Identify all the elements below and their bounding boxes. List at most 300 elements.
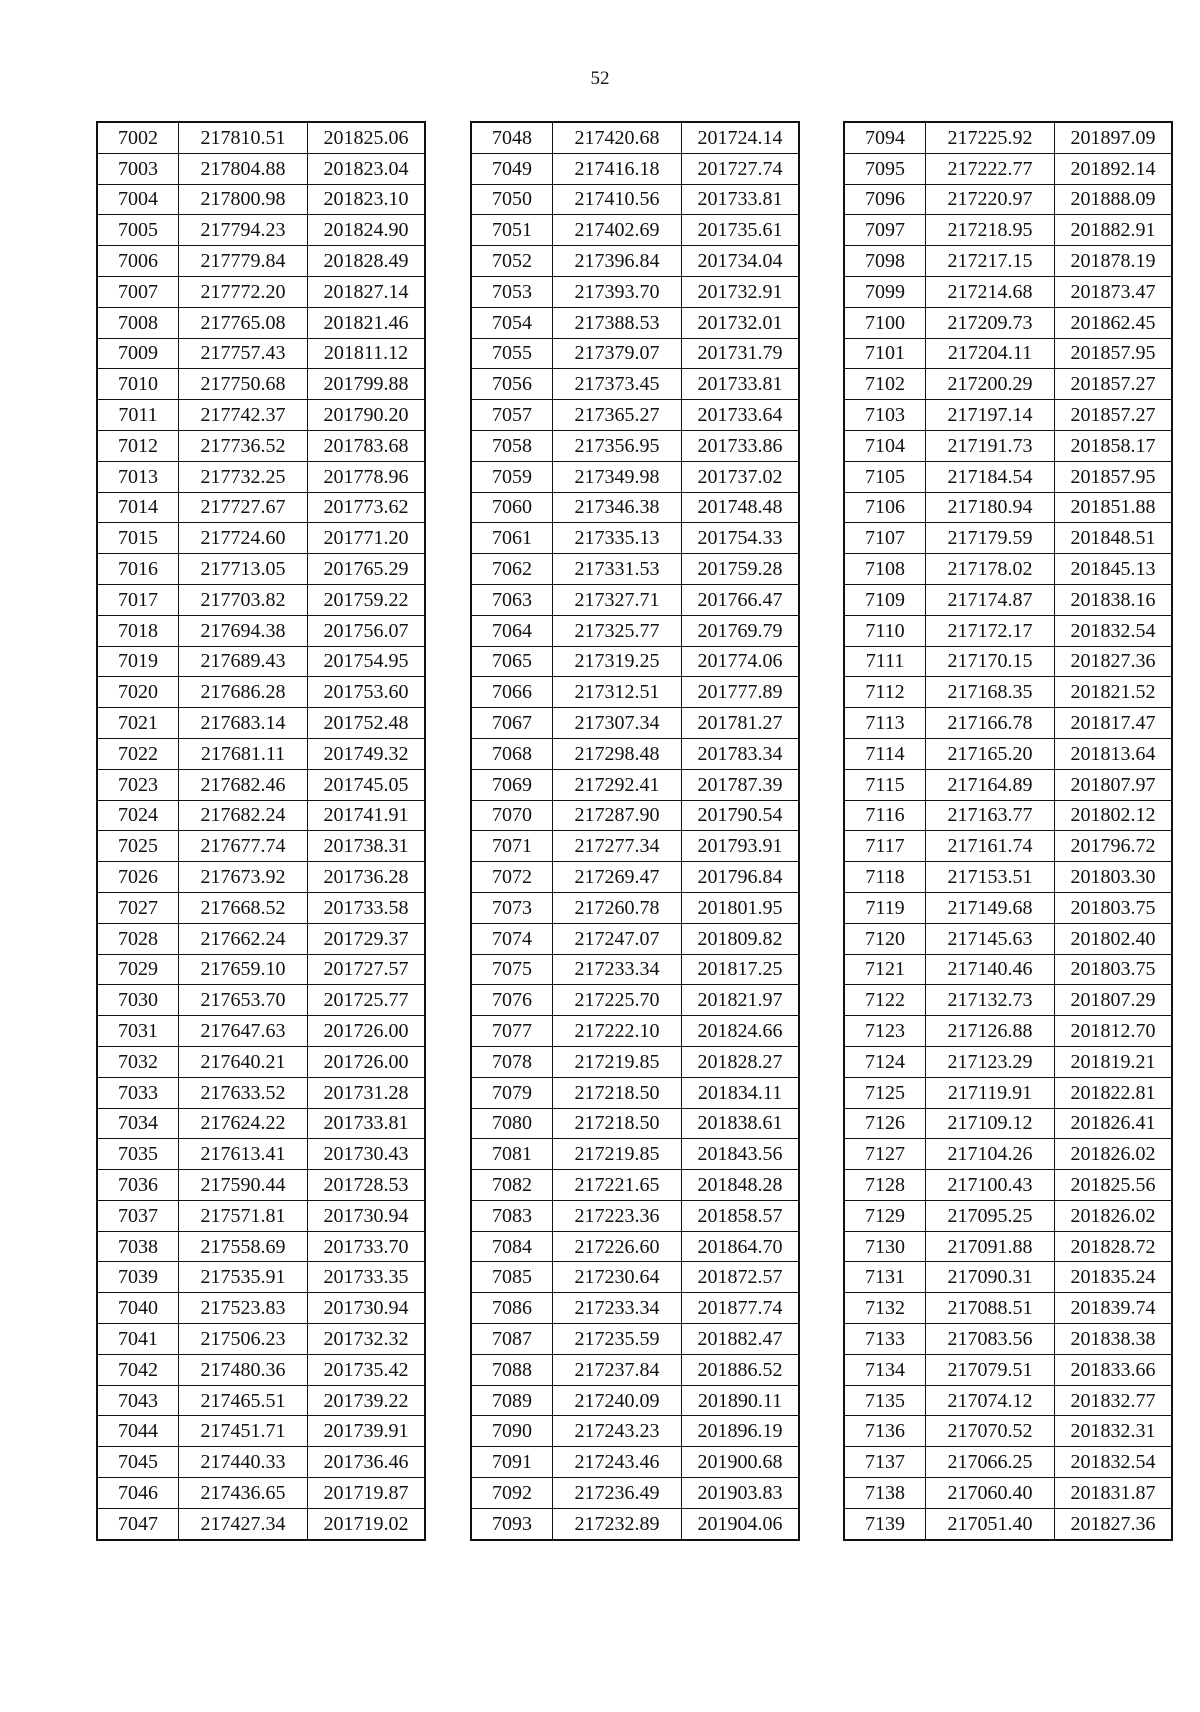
y-coordinate-cell: 201799.88 bbox=[308, 369, 426, 400]
x-coordinate-cell: 217240.09 bbox=[553, 1385, 682, 1416]
point-id-cell: 7074 bbox=[471, 923, 553, 954]
y-coordinate-cell: 201882.47 bbox=[682, 1324, 800, 1355]
point-id-cell: 7107 bbox=[844, 523, 926, 554]
table-row bbox=[97, 831, 425, 862]
y-coordinate-cell: 201733.81 bbox=[682, 369, 800, 400]
x-coordinate-cell: 217312.51 bbox=[553, 677, 682, 708]
point-id-cell: 7011 bbox=[97, 400, 179, 431]
point-id-cell: 7065 bbox=[471, 646, 553, 677]
table-row bbox=[97, 554, 425, 585]
x-coordinate-cell: 217640.21 bbox=[179, 1046, 308, 1077]
table-row bbox=[471, 1200, 799, 1231]
y-coordinate-cell: 201733.64 bbox=[682, 400, 800, 431]
y-coordinate-cell: 201813.64 bbox=[1055, 738, 1173, 769]
x-coordinate-cell: 217164.89 bbox=[926, 769, 1055, 800]
point-id-cell: 7076 bbox=[471, 985, 553, 1016]
x-coordinate-cell: 217090.31 bbox=[926, 1262, 1055, 1293]
y-coordinate-cell: 201821.52 bbox=[1055, 677, 1173, 708]
table-row bbox=[471, 400, 799, 431]
x-coordinate-cell: 217681.11 bbox=[179, 738, 308, 769]
x-coordinate-cell: 217237.84 bbox=[553, 1354, 682, 1385]
x-coordinate-cell: 217804.88 bbox=[179, 153, 308, 184]
point-id-cell: 7139 bbox=[844, 1508, 926, 1539]
point-id-cell: 7135 bbox=[844, 1385, 926, 1416]
table-row bbox=[844, 122, 1172, 153]
table-row bbox=[471, 862, 799, 893]
point-id-cell: 7094 bbox=[844, 122, 926, 153]
table-row bbox=[471, 1139, 799, 1170]
table-row bbox=[844, 985, 1172, 1016]
point-id-cell: 7016 bbox=[97, 554, 179, 585]
point-id-cell: 7071 bbox=[471, 831, 553, 862]
y-coordinate-cell: 201857.95 bbox=[1055, 461, 1173, 492]
y-coordinate-cell: 201734.04 bbox=[682, 246, 800, 277]
table-row bbox=[844, 523, 1172, 554]
table-row bbox=[97, 1170, 425, 1201]
x-coordinate-cell: 217091.88 bbox=[926, 1231, 1055, 1262]
x-coordinate-cell: 217204.11 bbox=[926, 338, 1055, 369]
table-row bbox=[97, 246, 425, 277]
x-coordinate-cell: 217145.63 bbox=[926, 923, 1055, 954]
point-id-cell: 7120 bbox=[844, 923, 926, 954]
x-coordinate-cell: 217647.63 bbox=[179, 1016, 308, 1047]
point-id-cell: 7117 bbox=[844, 831, 926, 862]
table-row bbox=[844, 1139, 1172, 1170]
x-coordinate-cell: 217416.18 bbox=[553, 153, 682, 184]
point-id-cell: 7123 bbox=[844, 1016, 926, 1047]
y-coordinate-cell: 201838.61 bbox=[682, 1108, 800, 1139]
y-coordinate-cell: 201793.91 bbox=[682, 831, 800, 862]
table-row bbox=[844, 1200, 1172, 1231]
y-coordinate-cell: 201900.68 bbox=[682, 1447, 800, 1478]
y-coordinate-cell: 201769.79 bbox=[682, 615, 800, 646]
y-coordinate-cell: 201835.24 bbox=[1055, 1262, 1173, 1293]
table-row bbox=[471, 708, 799, 739]
table-row bbox=[844, 1016, 1172, 1047]
point-id-cell: 7026 bbox=[97, 862, 179, 893]
y-coordinate-cell: 201848.28 bbox=[682, 1170, 800, 1201]
point-id-cell: 7121 bbox=[844, 954, 926, 985]
table-row bbox=[844, 646, 1172, 677]
y-coordinate-cell: 201781.27 bbox=[682, 708, 800, 739]
point-id-cell: 7017 bbox=[97, 584, 179, 615]
point-id-cell: 7048 bbox=[471, 122, 553, 153]
x-coordinate-cell: 217235.59 bbox=[553, 1324, 682, 1355]
y-coordinate-cell: 201719.02 bbox=[308, 1508, 426, 1539]
point-id-cell: 7111 bbox=[844, 646, 926, 677]
x-coordinate-cell: 217209.73 bbox=[926, 307, 1055, 338]
point-id-cell: 7032 bbox=[97, 1046, 179, 1077]
point-id-cell: 7050 bbox=[471, 184, 553, 215]
table-row bbox=[844, 1508, 1172, 1539]
table-row bbox=[844, 1108, 1172, 1139]
x-coordinate-cell: 217132.73 bbox=[926, 985, 1055, 1016]
point-id-cell: 7084 bbox=[471, 1231, 553, 1262]
y-coordinate-cell: 201872.57 bbox=[682, 1262, 800, 1293]
x-coordinate-cell: 217427.34 bbox=[179, 1508, 308, 1539]
x-coordinate-cell: 217590.44 bbox=[179, 1170, 308, 1201]
y-coordinate-cell: 201882.91 bbox=[1055, 215, 1173, 246]
y-coordinate-cell: 201848.51 bbox=[1055, 523, 1173, 554]
point-id-cell: 7034 bbox=[97, 1108, 179, 1139]
point-id-cell: 7090 bbox=[471, 1416, 553, 1447]
table-row bbox=[97, 738, 425, 769]
x-coordinate-cell: 217247.07 bbox=[553, 923, 682, 954]
point-id-cell: 7053 bbox=[471, 276, 553, 307]
point-id-cell: 7062 bbox=[471, 554, 553, 585]
y-coordinate-cell: 201892.14 bbox=[1055, 153, 1173, 184]
x-coordinate-cell: 217126.88 bbox=[926, 1016, 1055, 1047]
y-coordinate-cell: 201823.10 bbox=[308, 184, 426, 215]
table-row bbox=[471, 1447, 799, 1478]
x-coordinate-cell: 217109.12 bbox=[926, 1108, 1055, 1139]
y-coordinate-cell: 201843.56 bbox=[682, 1139, 800, 1170]
point-id-cell: 7133 bbox=[844, 1324, 926, 1355]
point-id-cell: 7035 bbox=[97, 1139, 179, 1170]
table-row bbox=[471, 1231, 799, 1262]
y-coordinate-cell: 201748.48 bbox=[682, 492, 800, 523]
table-row bbox=[844, 492, 1172, 523]
table-row bbox=[471, 985, 799, 1016]
x-coordinate-cell: 217794.23 bbox=[179, 215, 308, 246]
table-row bbox=[471, 1170, 799, 1201]
y-coordinate-cell: 201826.41 bbox=[1055, 1108, 1173, 1139]
x-coordinate-cell: 217236.49 bbox=[553, 1478, 682, 1509]
x-coordinate-cell: 217373.45 bbox=[553, 369, 682, 400]
table-row bbox=[97, 1139, 425, 1170]
y-coordinate-cell: 201821.46 bbox=[308, 307, 426, 338]
x-coordinate-cell: 217742.37 bbox=[179, 400, 308, 431]
point-id-cell: 7031 bbox=[97, 1016, 179, 1047]
table-row bbox=[97, 1077, 425, 1108]
point-id-cell: 7023 bbox=[97, 769, 179, 800]
point-id-cell: 7020 bbox=[97, 677, 179, 708]
y-coordinate-cell: 201773.62 bbox=[308, 492, 426, 523]
table-row bbox=[844, 1046, 1172, 1077]
x-coordinate-cell: 217123.29 bbox=[926, 1046, 1055, 1077]
x-coordinate-cell: 217088.51 bbox=[926, 1293, 1055, 1324]
table-row bbox=[844, 1354, 1172, 1385]
y-coordinate-cell: 201726.00 bbox=[308, 1046, 426, 1077]
x-coordinate-cell: 217079.51 bbox=[926, 1354, 1055, 1385]
table-row bbox=[844, 615, 1172, 646]
y-coordinate-cell: 201726.00 bbox=[308, 1016, 426, 1047]
table-row bbox=[471, 1416, 799, 1447]
y-coordinate-cell: 201802.12 bbox=[1055, 800, 1173, 831]
table-row bbox=[844, 1077, 1172, 1108]
table-row bbox=[471, 954, 799, 985]
point-id-cell: 7063 bbox=[471, 584, 553, 615]
y-coordinate-cell: 201896.19 bbox=[682, 1416, 800, 1447]
x-coordinate-cell: 217172.17 bbox=[926, 615, 1055, 646]
x-coordinate-cell: 217750.68 bbox=[179, 369, 308, 400]
x-coordinate-cell: 217686.28 bbox=[179, 677, 308, 708]
y-coordinate-cell: 201807.97 bbox=[1055, 769, 1173, 800]
y-coordinate-cell: 201724.14 bbox=[682, 122, 800, 153]
y-coordinate-cell: 201845.13 bbox=[1055, 554, 1173, 585]
point-id-cell: 7124 bbox=[844, 1046, 926, 1077]
point-id-cell: 7093 bbox=[471, 1508, 553, 1539]
x-coordinate-cell: 217307.34 bbox=[553, 708, 682, 739]
table-row bbox=[97, 1354, 425, 1385]
y-coordinate-cell: 201730.94 bbox=[308, 1293, 426, 1324]
x-coordinate-cell: 217319.25 bbox=[553, 646, 682, 677]
x-coordinate-cell: 217060.40 bbox=[926, 1478, 1055, 1509]
x-coordinate-cell: 217277.34 bbox=[553, 831, 682, 862]
x-coordinate-cell: 217506.23 bbox=[179, 1324, 308, 1355]
table-row bbox=[97, 923, 425, 954]
point-id-cell: 7108 bbox=[844, 554, 926, 585]
table-row bbox=[471, 461, 799, 492]
y-coordinate-cell: 201733.86 bbox=[682, 430, 800, 461]
x-coordinate-cell: 217724.60 bbox=[179, 523, 308, 554]
y-coordinate-cell: 201809.82 bbox=[682, 923, 800, 954]
y-coordinate-cell: 201733.70 bbox=[308, 1231, 426, 1262]
x-coordinate-cell: 217233.34 bbox=[553, 954, 682, 985]
point-id-cell: 7127 bbox=[844, 1139, 926, 1170]
x-coordinate-cell: 217163.77 bbox=[926, 800, 1055, 831]
point-id-cell: 7015 bbox=[97, 523, 179, 554]
point-id-cell: 7119 bbox=[844, 892, 926, 923]
x-coordinate-cell: 217689.43 bbox=[179, 646, 308, 677]
point-id-cell: 7092 bbox=[471, 1478, 553, 1509]
y-coordinate-cell: 201741.91 bbox=[308, 800, 426, 831]
x-coordinate-cell: 217223.36 bbox=[553, 1200, 682, 1231]
point-id-cell: 7046 bbox=[97, 1478, 179, 1509]
table-row bbox=[844, 738, 1172, 769]
point-id-cell: 7115 bbox=[844, 769, 926, 800]
y-coordinate-cell: 201790.20 bbox=[308, 400, 426, 431]
x-coordinate-cell: 217810.51 bbox=[179, 122, 308, 153]
table-row bbox=[471, 738, 799, 769]
table-row bbox=[471, 1293, 799, 1324]
x-coordinate-cell: 217727.67 bbox=[179, 492, 308, 523]
y-coordinate-cell: 201812.70 bbox=[1055, 1016, 1173, 1047]
x-coordinate-cell: 217051.40 bbox=[926, 1508, 1055, 1539]
y-coordinate-cell: 201886.52 bbox=[682, 1354, 800, 1385]
point-id-cell: 7114 bbox=[844, 738, 926, 769]
x-coordinate-cell: 217402.69 bbox=[553, 215, 682, 246]
x-coordinate-cell: 217184.54 bbox=[926, 461, 1055, 492]
y-coordinate-cell: 201864.70 bbox=[682, 1231, 800, 1262]
x-coordinate-cell: 217178.02 bbox=[926, 554, 1055, 585]
point-id-cell: 7110 bbox=[844, 615, 926, 646]
y-coordinate-cell: 201745.05 bbox=[308, 769, 426, 800]
x-coordinate-cell: 217757.43 bbox=[179, 338, 308, 369]
point-id-cell: 7005 bbox=[97, 215, 179, 246]
y-coordinate-cell: 201832.54 bbox=[1055, 1447, 1173, 1478]
y-coordinate-cell: 201737.02 bbox=[682, 461, 800, 492]
y-coordinate-cell: 201783.34 bbox=[682, 738, 800, 769]
x-coordinate-cell: 217221.65 bbox=[553, 1170, 682, 1201]
point-id-cell: 7109 bbox=[844, 584, 926, 615]
point-id-cell: 7122 bbox=[844, 985, 926, 1016]
point-id-cell: 7041 bbox=[97, 1324, 179, 1355]
x-coordinate-cell: 217772.20 bbox=[179, 276, 308, 307]
x-coordinate-cell: 217292.41 bbox=[553, 769, 682, 800]
point-id-cell: 7095 bbox=[844, 153, 926, 184]
y-coordinate-cell: 201833.66 bbox=[1055, 1354, 1173, 1385]
x-coordinate-cell: 217694.38 bbox=[179, 615, 308, 646]
table-row bbox=[471, 554, 799, 585]
y-coordinate-cell: 201825.56 bbox=[1055, 1170, 1173, 1201]
table-row bbox=[844, 831, 1172, 862]
y-coordinate-cell: 201817.47 bbox=[1055, 708, 1173, 739]
point-id-cell: 7030 bbox=[97, 985, 179, 1016]
x-coordinate-cell: 217174.87 bbox=[926, 584, 1055, 615]
y-coordinate-cell: 201823.04 bbox=[308, 153, 426, 184]
point-id-cell: 7077 bbox=[471, 1016, 553, 1047]
table-row bbox=[97, 492, 425, 523]
point-id-cell: 7130 bbox=[844, 1231, 926, 1262]
table-row bbox=[471, 184, 799, 215]
point-id-cell: 7055 bbox=[471, 338, 553, 369]
x-coordinate-cell: 217218.50 bbox=[553, 1108, 682, 1139]
table-row bbox=[844, 153, 1172, 184]
table-row bbox=[97, 985, 425, 1016]
x-coordinate-cell: 217703.82 bbox=[179, 584, 308, 615]
point-id-cell: 7104 bbox=[844, 430, 926, 461]
y-coordinate-cell: 201733.81 bbox=[682, 184, 800, 215]
y-coordinate-cell: 201766.47 bbox=[682, 584, 800, 615]
point-id-cell: 7009 bbox=[97, 338, 179, 369]
y-coordinate-cell: 201834.11 bbox=[682, 1077, 800, 1108]
x-coordinate-cell: 217225.92 bbox=[926, 122, 1055, 153]
y-coordinate-cell: 201753.60 bbox=[308, 677, 426, 708]
table-row bbox=[471, 615, 799, 646]
point-id-cell: 7027 bbox=[97, 892, 179, 923]
table-row bbox=[97, 584, 425, 615]
table-row bbox=[844, 677, 1172, 708]
x-coordinate-cell: 217232.89 bbox=[553, 1508, 682, 1539]
table-row bbox=[844, 400, 1172, 431]
y-coordinate-cell: 201771.20 bbox=[308, 523, 426, 554]
point-id-cell: 7045 bbox=[97, 1447, 179, 1478]
table-row bbox=[471, 769, 799, 800]
table-row bbox=[844, 1385, 1172, 1416]
table-row bbox=[97, 307, 425, 338]
point-id-cell: 7103 bbox=[844, 400, 926, 431]
table-row bbox=[471, 492, 799, 523]
point-id-cell: 7047 bbox=[97, 1508, 179, 1539]
x-coordinate-cell: 217083.56 bbox=[926, 1324, 1055, 1355]
y-coordinate-cell: 201774.06 bbox=[682, 646, 800, 677]
y-coordinate-cell: 201777.89 bbox=[682, 677, 800, 708]
table-row bbox=[97, 1108, 425, 1139]
point-id-cell: 7096 bbox=[844, 184, 926, 215]
point-id-cell: 7018 bbox=[97, 615, 179, 646]
point-id-cell: 7098 bbox=[844, 246, 926, 277]
y-coordinate-cell: 201801.95 bbox=[682, 892, 800, 923]
point-id-cell: 7025 bbox=[97, 831, 179, 862]
table-row bbox=[471, 800, 799, 831]
point-id-cell: 7112 bbox=[844, 677, 926, 708]
x-coordinate-cell: 217436.65 bbox=[179, 1478, 308, 1509]
table-row bbox=[471, 1262, 799, 1293]
point-id-cell: 7081 bbox=[471, 1139, 553, 1170]
x-coordinate-cell: 217736.52 bbox=[179, 430, 308, 461]
point-id-cell: 7105 bbox=[844, 461, 926, 492]
x-coordinate-cell: 217379.07 bbox=[553, 338, 682, 369]
y-coordinate-cell: 201832.31 bbox=[1055, 1416, 1173, 1447]
point-id-cell: 7072 bbox=[471, 862, 553, 893]
x-coordinate-cell: 217393.70 bbox=[553, 276, 682, 307]
point-id-cell: 7067 bbox=[471, 708, 553, 739]
point-id-cell: 7037 bbox=[97, 1200, 179, 1231]
table-row bbox=[471, 246, 799, 277]
table-row bbox=[471, 523, 799, 554]
y-coordinate-cell: 201822.81 bbox=[1055, 1077, 1173, 1108]
y-coordinate-cell: 201878.19 bbox=[1055, 246, 1173, 277]
table-row bbox=[844, 1324, 1172, 1355]
x-coordinate-cell: 217677.74 bbox=[179, 831, 308, 862]
table-row bbox=[844, 1293, 1172, 1324]
x-coordinate-cell: 217287.90 bbox=[553, 800, 682, 831]
table-row bbox=[471, 584, 799, 615]
x-coordinate-cell: 217765.08 bbox=[179, 307, 308, 338]
point-id-cell: 7036 bbox=[97, 1170, 179, 1201]
table-row bbox=[471, 1108, 799, 1139]
table-row bbox=[844, 923, 1172, 954]
x-coordinate-cell: 217480.36 bbox=[179, 1354, 308, 1385]
coordinate-table-2 bbox=[470, 121, 800, 1541]
point-id-cell: 7019 bbox=[97, 646, 179, 677]
point-id-cell: 7061 bbox=[471, 523, 553, 554]
y-coordinate-cell: 201904.06 bbox=[682, 1508, 800, 1539]
table-row bbox=[471, 1324, 799, 1355]
x-coordinate-cell: 217779.84 bbox=[179, 246, 308, 277]
point-id-cell: 7087 bbox=[471, 1324, 553, 1355]
point-id-cell: 7038 bbox=[97, 1231, 179, 1262]
x-coordinate-cell: 217219.85 bbox=[553, 1139, 682, 1170]
x-coordinate-cell: 217200.29 bbox=[926, 369, 1055, 400]
table-row bbox=[97, 1016, 425, 1047]
point-id-cell: 7010 bbox=[97, 369, 179, 400]
point-id-cell: 7029 bbox=[97, 954, 179, 985]
x-coordinate-cell: 217168.35 bbox=[926, 677, 1055, 708]
y-coordinate-cell: 201739.91 bbox=[308, 1416, 426, 1447]
point-id-cell: 7042 bbox=[97, 1354, 179, 1385]
point-id-cell: 7039 bbox=[97, 1262, 179, 1293]
y-coordinate-cell: 201735.61 bbox=[682, 215, 800, 246]
point-id-cell: 7106 bbox=[844, 492, 926, 523]
point-id-cell: 7049 bbox=[471, 153, 553, 184]
x-coordinate-cell: 217222.10 bbox=[553, 1016, 682, 1047]
point-id-cell: 7083 bbox=[471, 1200, 553, 1231]
point-id-cell: 7100 bbox=[844, 307, 926, 338]
y-coordinate-cell: 201732.32 bbox=[308, 1324, 426, 1355]
x-coordinate-cell: 217243.23 bbox=[553, 1416, 682, 1447]
table-row bbox=[844, 1262, 1172, 1293]
y-coordinate-cell: 201832.54 bbox=[1055, 615, 1173, 646]
table-row bbox=[844, 1170, 1172, 1201]
table-row bbox=[97, 276, 425, 307]
point-id-cell: 7064 bbox=[471, 615, 553, 646]
table-row bbox=[844, 554, 1172, 585]
point-id-cell: 7008 bbox=[97, 307, 179, 338]
y-coordinate-cell: 201819.21 bbox=[1055, 1046, 1173, 1077]
x-coordinate-cell: 217325.77 bbox=[553, 615, 682, 646]
x-coordinate-cell: 217218.50 bbox=[553, 1077, 682, 1108]
y-coordinate-cell: 201828.27 bbox=[682, 1046, 800, 1077]
table-row bbox=[844, 1231, 1172, 1262]
x-coordinate-cell: 217668.52 bbox=[179, 892, 308, 923]
table-row bbox=[97, 461, 425, 492]
table-row bbox=[97, 1293, 425, 1324]
x-coordinate-cell: 217327.71 bbox=[553, 584, 682, 615]
table-row bbox=[844, 307, 1172, 338]
y-coordinate-cell: 201739.22 bbox=[308, 1385, 426, 1416]
